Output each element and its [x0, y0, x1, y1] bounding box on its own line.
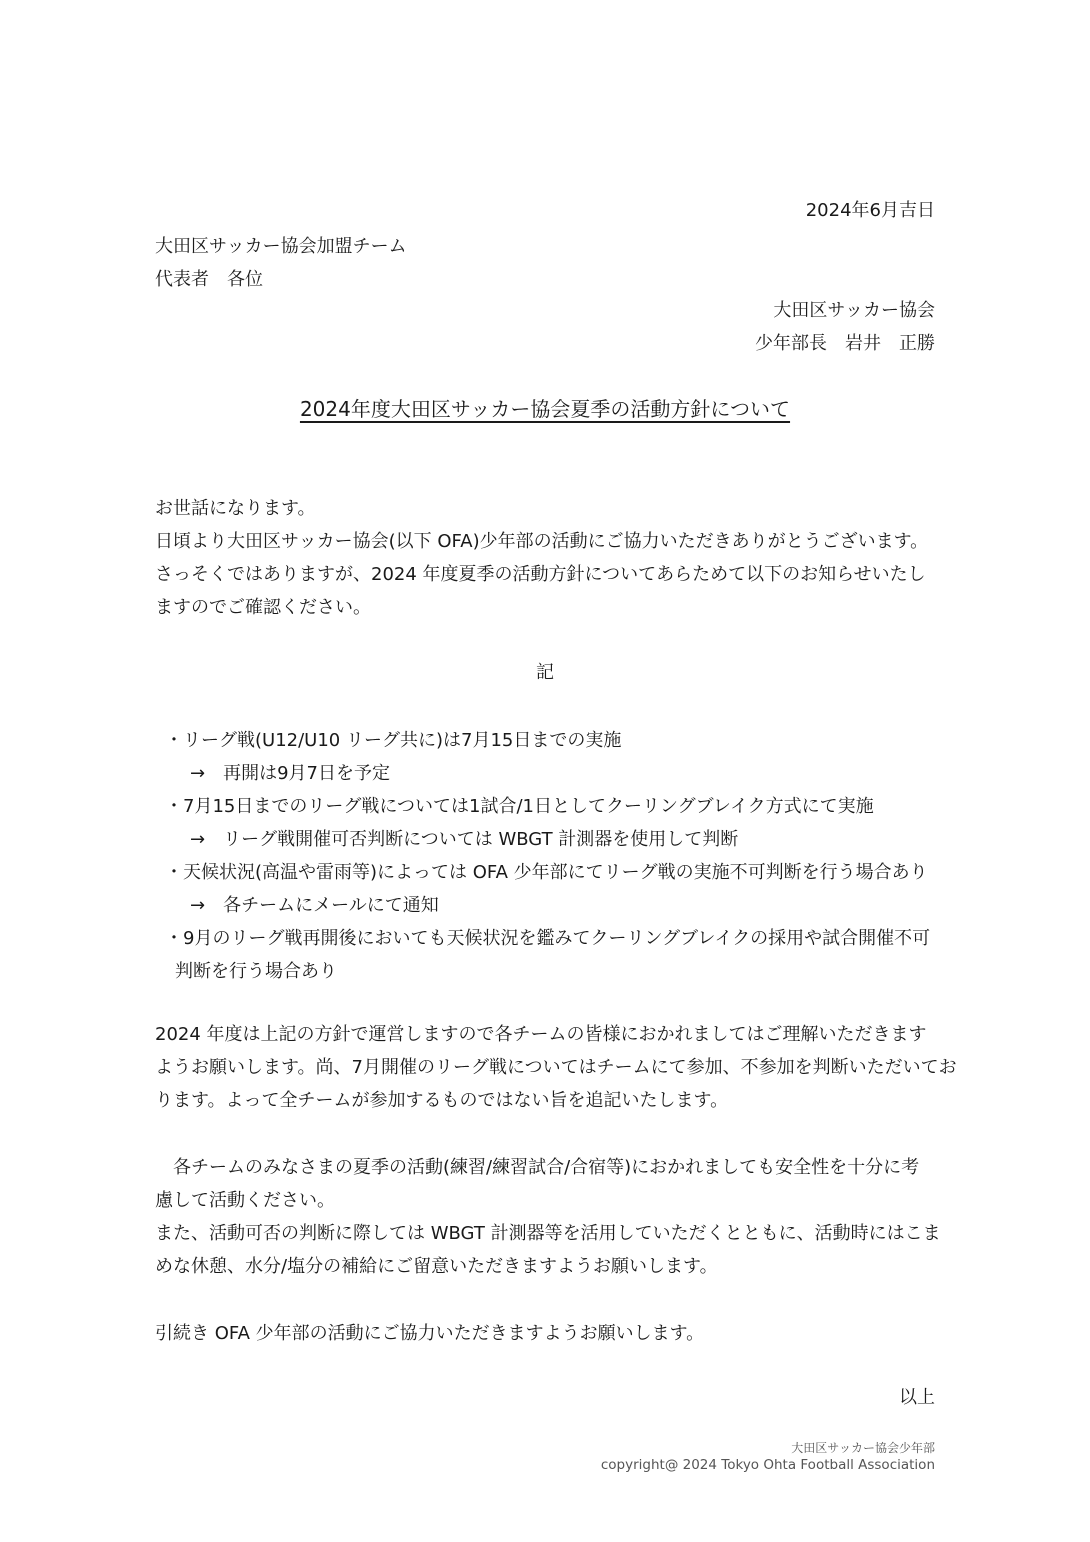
paragraph-line: 各チームのみなさまの夏季の活動(練習/練習試合/合宿等)におかれましても安全性を十分に考	[155, 1157, 920, 1178]
footer-copyright: copyright@ 2024 Tokyo Ohta Football Association	[600, 1457, 935, 1473]
closing-mark: 以上	[899, 1387, 935, 1408]
operation-paragraph	[155, 1018, 957, 1117]
addressee-teams: 大田区サッカー協会加盟チーム	[155, 236, 407, 257]
paragraph-line: 2024 年度は上記の方針で運営しますので各チームの皆様におかれましてはご理解いただきます	[155, 1024, 927, 1045]
paragraph-line: めな休憩、水分/塩分の補給にご留意いただきますようお願いします。	[155, 1256, 718, 1277]
intro-line: さっそくではありますが、2024 年度夏季の活動方針についてあらためて以下のお知らせいたし	[155, 564, 926, 585]
safety-paragraph	[155, 1151, 941, 1283]
ki-heading: 記	[536, 662, 554, 683]
intro-line: お世話になります。	[155, 498, 316, 519]
list-item: ・天候状況(高温や雷雨等)によっては OFA 少年部にてリーグ戦の実施不可判断を行う場合あり	[165, 862, 928, 883]
intro-line: ますのでご確認ください。	[155, 597, 371, 618]
list-item-continuation: 判断を行う場合あり	[175, 961, 337, 982]
list-subitem: → 再開は9月7日を予定	[190, 763, 390, 784]
paragraph-line: また、活動可否の判断に際しては WBGT 計測器等を活用していただくとともに、活動時にはこま	[155, 1223, 941, 1244]
addressee	[155, 230, 407, 296]
addressee-representatives: 代表者 各位	[155, 269, 263, 290]
policy-list	[165, 724, 930, 988]
sender-organization: 大田区サッカー協会	[773, 300, 935, 321]
list-subitem: → 各チームにメールにて通知	[190, 895, 439, 916]
intro-paragraph	[155, 492, 928, 624]
closing-request: 引続き OFA 少年部の活動にご協力いただきますようお願いします。	[155, 1323, 705, 1344]
footer-organization: 大田区サッカー協会少年部	[791, 1441, 935, 1455]
footer	[601, 1440, 935, 1474]
sender	[755, 294, 935, 360]
paragraph-line: ようお願いします。尚、7月開催のリーグ戦についてはチームにて参加、不参加を判断いただいてお	[155, 1057, 957, 1078]
list-item: ・9月のリーグ戦再開後においても天候状況を鑑みてクーリングブレイクの採用や試合開催不可	[165, 928, 931, 949]
paragraph-line: ります。よって全チームが参加するものではない旨を追記いたします。	[155, 1090, 729, 1111]
sender-person: 少年部長 岩井 正勝	[755, 333, 935, 354]
list-item: ・リーグ戦(U12/U10 リーグ共に)は7月15日までの実施	[165, 730, 622, 751]
paragraph-line: 慮して活動ください。	[155, 1190, 335, 1211]
document-title: 2024年度大田区サッカー協会夏季の活動方針について	[299, 397, 791, 421]
list-subitem: → リーグ戦開催可否判断については WBGT 計測器を使用して判断	[190, 829, 739, 850]
document-date: 2024年6月吉日	[805, 200, 935, 221]
list-item: ・7月15日までのリーグ戦については1試合/1日としてクーリングブレイク方式にて実施	[165, 796, 874, 817]
intro-line: 日頃より大田区サッカー協会(以下 OFA)少年部の活動にご協力いただきありがとうございます。	[155, 531, 929, 552]
